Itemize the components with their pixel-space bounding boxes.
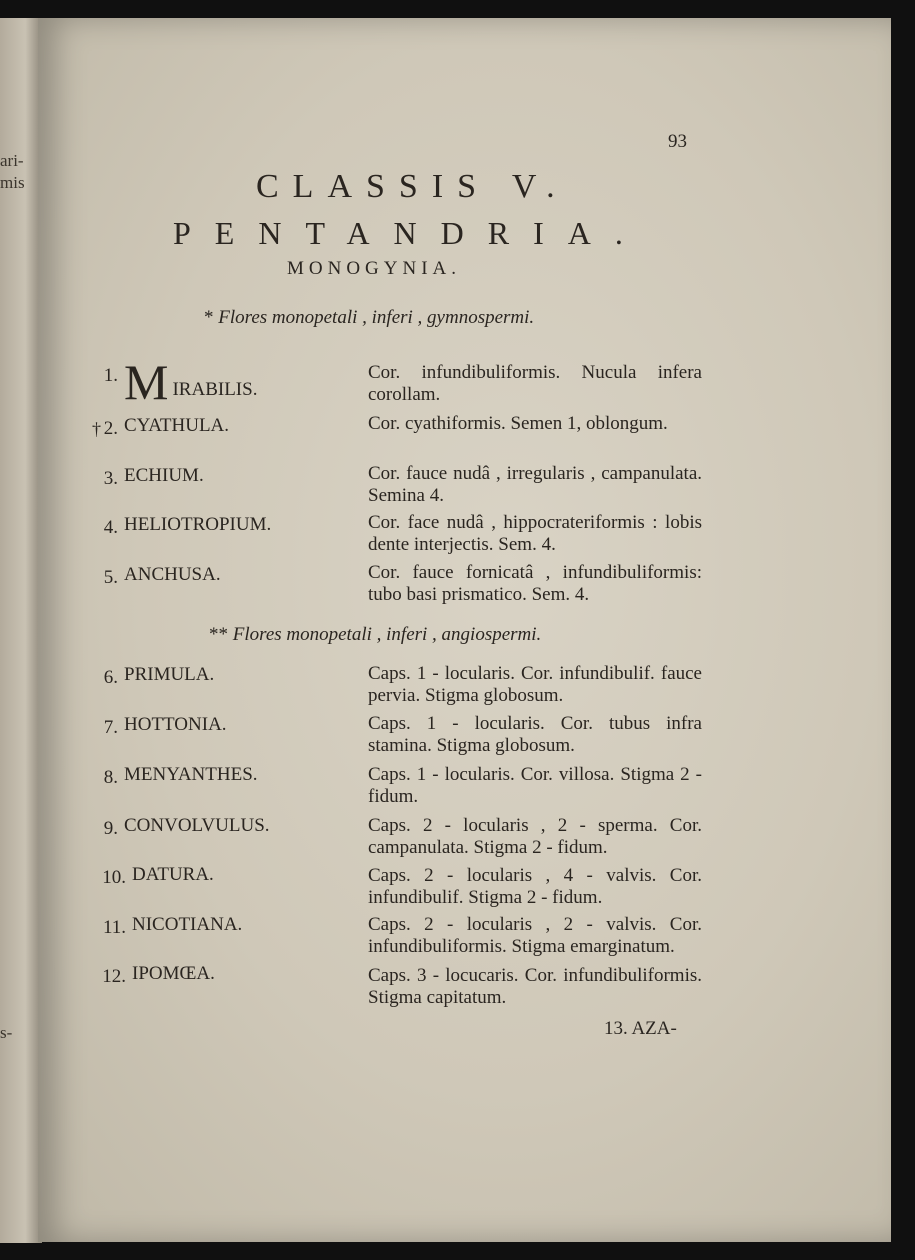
left-page-fragment: s-: [0, 1023, 13, 1042]
drop-cap: M: [124, 354, 169, 410]
entry-number: 8.: [103, 767, 118, 788]
genus-name: MIRABILIS.: [124, 354, 258, 410]
genus-description: Cor. fauce fornicatâ , infundibuliformis: tubo basi prismatico. Sem. 4.: [368, 562, 702, 605]
genus-description: Cor. cyathiformis. Semen 1, oblongum.: [368, 413, 668, 434]
genus-name: MENYANTHES.: [124, 764, 258, 785]
left-page-fragment: ari-: [0, 151, 24, 170]
genus-description: Caps. 1 - locularis. Cor. tubus infra stamina. Stigma globosum.: [368, 713, 702, 756]
entry-number: 1.: [103, 365, 118, 386]
entry-number: 11.: [102, 917, 126, 938]
genus-name: CONVOLVULUS.: [124, 815, 270, 836]
entry-number: 3.: [103, 468, 118, 489]
genus-name: ECHIUM.: [124, 465, 204, 486]
genus-description: Caps. 2 - locularis , 4 - valvis. Cor. infundibulif. Stigma 2 - fidum.: [368, 865, 702, 908]
genus-description: Cor. face nudâ , hippocrateriformis : lobis dente interjectis. Sem. 4.: [368, 512, 702, 555]
section-asterisks: *: [204, 307, 214, 328]
section-label: Flores monopetali , inferi , gymnospermi.: [218, 307, 535, 328]
entry-number: 9.: [103, 818, 118, 839]
entry-number: 4.: [103, 517, 118, 538]
left-page-fragment: mis: [0, 173, 25, 192]
genus-description: Caps. 3 - locucaris. Cor. infundibuliformis. Stigma capitatum.: [368, 965, 702, 1008]
entry-number: 7.: [103, 717, 118, 738]
genus-name: IPOMŒA.: [132, 963, 215, 984]
section-asterisks: **: [209, 624, 228, 645]
classis-heading: CLASSIS V.: [256, 168, 569, 205]
genus-name: DATURA.: [132, 864, 214, 885]
section-heading: [209, 624, 541, 646]
left-page-edge: [0, 18, 42, 1243]
section-heading: [204, 307, 534, 329]
dagger-mark: †: [92, 419, 101, 439]
catchword: 13. AZA-: [604, 1018, 677, 1039]
genus-name: NICOTIANA.: [132, 914, 243, 935]
genus-name: HOTTONIA.: [124, 714, 227, 735]
genus-description: Caps. 1 - locularis. Cor. villosa. Stigma 2 - fidum.: [368, 764, 702, 807]
genus-name: HELIOTROPIUM.: [124, 514, 272, 535]
genus-description: Caps. 2 - locularis , 2 - sperma. Cor. campanulata. Stigma 2 - fidum.: [368, 815, 702, 858]
genus-description: Cor. infundibuliformis. Nucula infera corollam.: [368, 362, 702, 405]
genus-description: Caps. 1 - locularis. Cor. infundibulif. fauce pervia. Stigma globosum.: [368, 663, 702, 706]
genus-name: PRIMULA.: [124, 664, 215, 685]
genus-description: Caps. 2 - locularis , 2 - valvis. Cor. infundibuliformis. Stigma emarginatum.: [368, 914, 702, 957]
genus-name: CYATHULA.: [124, 415, 230, 436]
page-number: 93: [668, 131, 687, 152]
genus-description: Cor. fauce nudâ , irregularis , campanulata. Semina 4.: [368, 463, 702, 506]
genus-name: ANCHUSA.: [124, 564, 221, 585]
entry-number: 5.: [103, 567, 118, 588]
order-heading: MONOGYNIA.: [287, 258, 462, 279]
entry-number: 6.: [103, 667, 118, 688]
entry-number: 12.: [102, 966, 126, 987]
entry-number: 2.: [103, 418, 118, 439]
entry-number: 10.: [102, 867, 126, 888]
class-name-heading: PENTANDRIA.: [173, 215, 647, 251]
section-label: Flores monopetali , inferi , angiospermi.: [232, 624, 542, 645]
